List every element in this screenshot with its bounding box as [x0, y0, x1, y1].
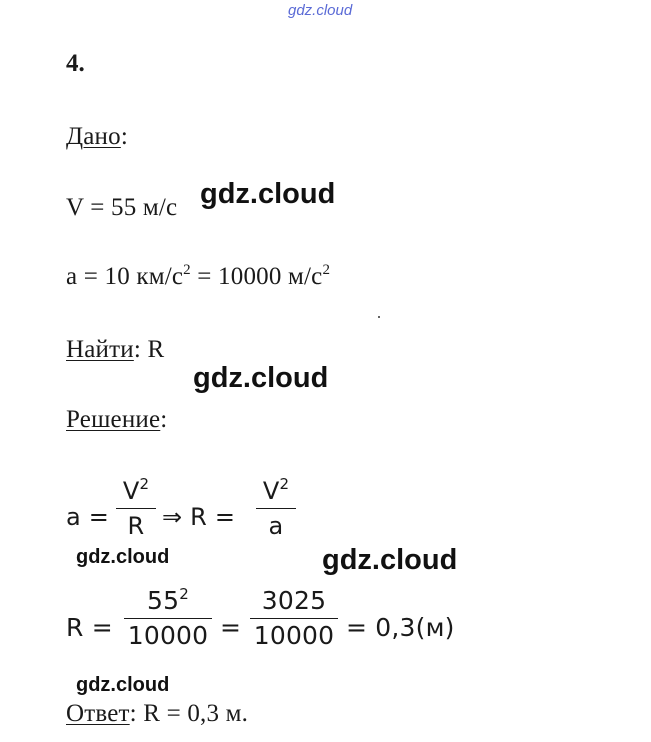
calc-num-2: 3025 [261, 586, 327, 615]
formula-den-1: R [127, 512, 145, 540]
accel-exp-a: 2 [183, 262, 191, 278]
fraction-bar [124, 618, 212, 619]
find-value: : R [133, 336, 165, 363]
find-label: Найти [66, 336, 134, 363]
watermark: gdz.cloud [200, 178, 336, 210]
given-velocity: V = 55 м/с [66, 194, 178, 221]
answer-value: : R = 0,3 м. [129, 700, 249, 727]
calc-fraction-2 [250, 586, 338, 651]
calc-result: = 0,3(м) [346, 613, 455, 642]
accel-exp-b: 2 [322, 262, 331, 278]
solution-colon: : [160, 406, 168, 433]
formula-num-2: $V^2$ [262, 475, 290, 505]
accel-part-a: a = 10 км/с [66, 263, 184, 290]
watermark: gdz.cloud [322, 544, 458, 576]
watermark: gdz.cloud [193, 362, 329, 394]
formula-den-2: a [268, 512, 284, 540]
solution-heading [66, 406, 167, 434]
stray-dot [378, 316, 380, 318]
fraction-bar [250, 618, 338, 619]
formula-fraction-2 [256, 476, 296, 541]
fraction-bar [256, 508, 296, 509]
given-heading [66, 123, 128, 151]
accel-part-b: = 10000 м/с [190, 263, 323, 290]
answer-line [66, 700, 248, 728]
calc-num-1: $55^2$ [147, 585, 189, 615]
find-line [66, 336, 164, 364]
calc-den-1: 10000 [127, 621, 209, 650]
calc-fraction-1 [124, 586, 212, 651]
formula-num-1: $V^2$ [122, 475, 150, 505]
solution-label: Решение [66, 406, 161, 433]
task-number: 4. [66, 50, 85, 77]
formula-lhs: a = [66, 503, 110, 531]
watermark: gdz.cloud [76, 674, 170, 696]
given-colon: : [120, 123, 128, 150]
formula-implies: ⇒ R = [162, 503, 236, 531]
calc-den-2: 10000 [253, 621, 335, 650]
watermark: gdz.cloud [76, 546, 170, 568]
answer-label: Ответ [66, 700, 130, 727]
given-acceleration [66, 263, 330, 291]
fraction-bar [116, 508, 156, 509]
calc-eq: = [220, 613, 242, 642]
given-label: Дано [66, 123, 121, 150]
watermark-top: gdz.cloud [288, 2, 353, 19]
formula-fraction-1 [116, 476, 156, 541]
calc-lhs: R = [66, 613, 113, 642]
